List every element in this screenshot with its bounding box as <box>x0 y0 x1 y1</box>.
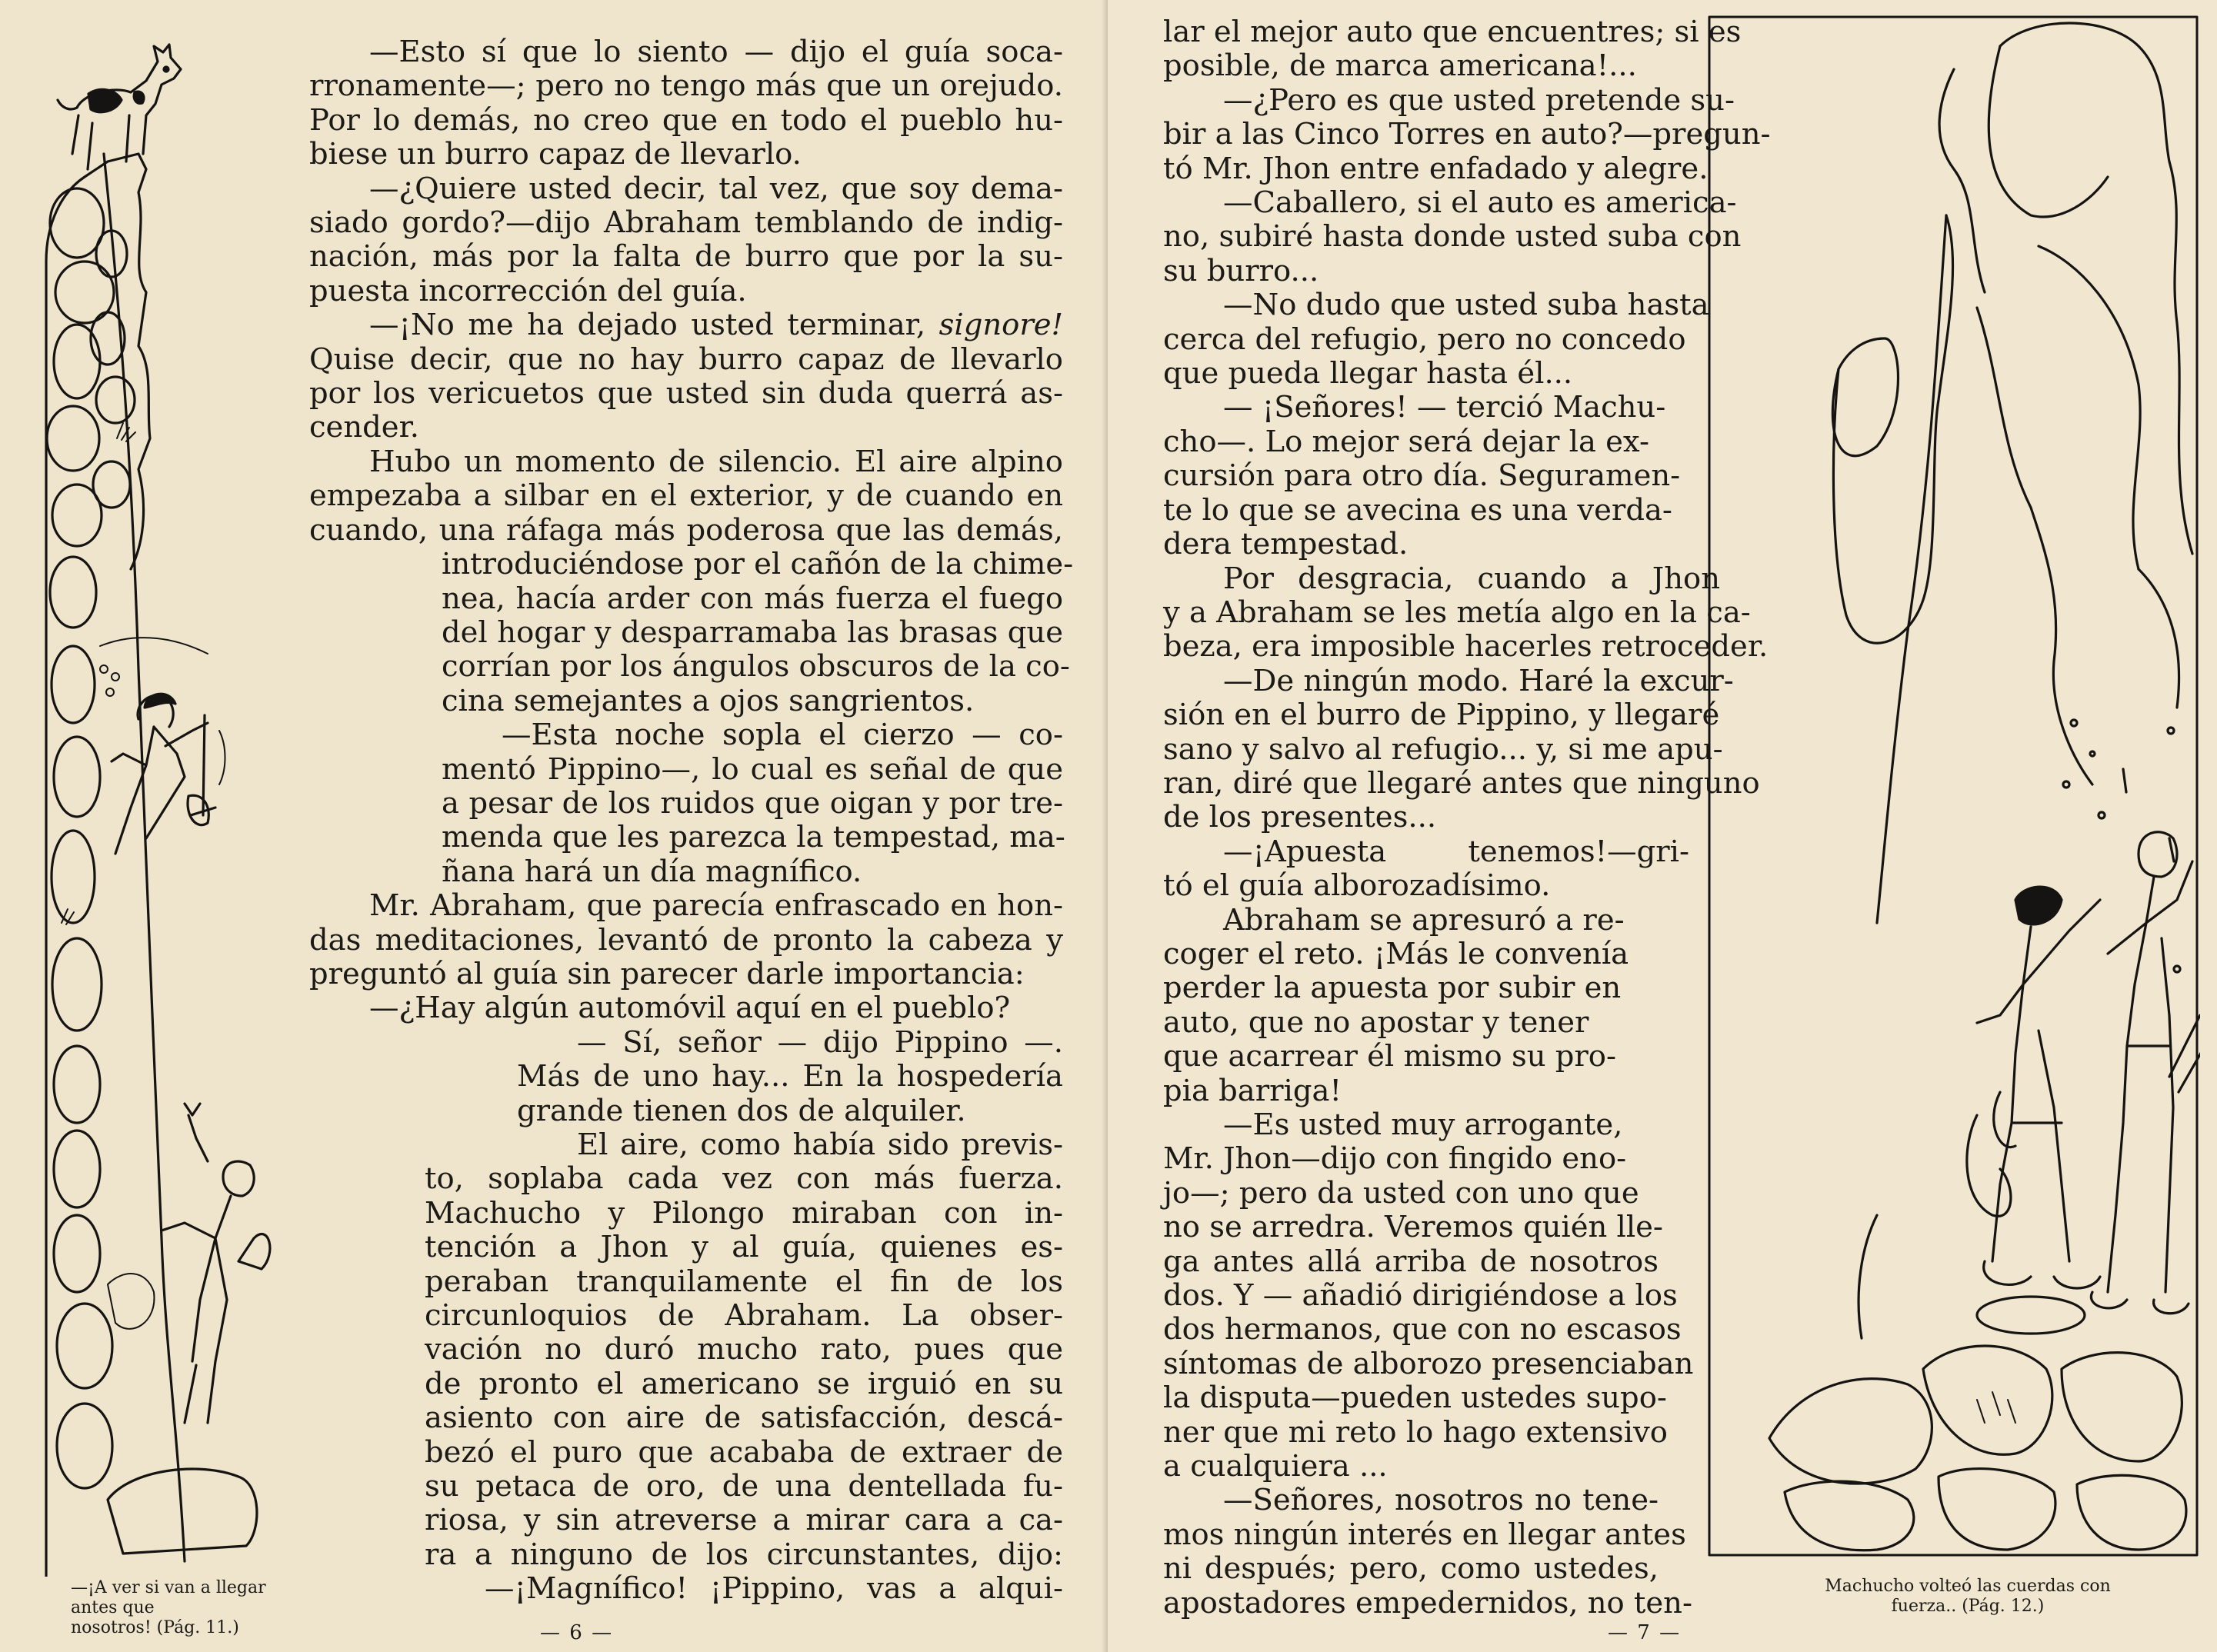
text-line: sión en el burro de Pippino, y llegaré <box>1163 698 1720 733</box>
text-line: posible, de marca americana!... <box>1163 48 1637 84</box>
text-line: cender. <box>309 410 419 445</box>
text-line: jo—; pero da usted con uno que <box>1163 1175 1639 1211</box>
left-page-number: — 6 — <box>540 1621 614 1644</box>
text-line: —De ningún modo. Haré la excur- <box>1223 663 1734 698</box>
text-line: peraban tranquilamente el fin de los <box>425 1264 1063 1299</box>
text-line: cho—. Lo mejor será dejar la ex- <box>1163 424 1649 459</box>
text-line: ran, diré que llegaré antes que ninguno <box>1163 765 1760 801</box>
text-line: ner que mi reto lo hago extensivo <box>1163 1414 1668 1450</box>
text-line: la disputa—pueden ustedes supo- <box>1163 1381 1667 1416</box>
right-page <box>1108 0 2217 1652</box>
text-line: —¿Pero es que usted pretende su- <box>1223 82 1735 118</box>
text-line: lar el mejor auto que encuentres; si es <box>1163 15 1742 49</box>
right-caption-line2: fuerza.. (Pág. 12.) <box>1891 1597 2045 1616</box>
text-line: — Sí, señor — dijo Pippino —. <box>577 1024 1063 1060</box>
text-line: biese un burro capaz de llevarlo. <box>309 137 802 172</box>
text-line: cerca del refugio, pero no concedo <box>1163 321 1686 357</box>
text-line: de los presentes... <box>1163 800 1437 835</box>
text-line: ñana hará un día magnífico. <box>442 854 862 889</box>
left-caption-line1: —¡A ver si van a llegar antes que <box>71 1578 266 1617</box>
text-line: —¡Magnífico! ¡Pippino, vas a alqui- <box>485 1571 1063 1607</box>
text-line: —Caballero, si el auto es america- <box>1223 185 1737 221</box>
text-line: asiento con aire de satisfacción, descá- <box>425 1401 1063 1436</box>
text-line: auto, que no apostar y tener <box>1163 1004 1589 1040</box>
text-line: mentó Pippino—, lo cual es señal de que <box>442 751 1063 787</box>
text-line: —Es usted muy arrogante, <box>1223 1107 1623 1142</box>
text-line: to, soplaba cada vez con más fuerza. <box>425 1161 1063 1197</box>
right-caption <box>1745 1577 2191 1617</box>
right-caption-line1: Machucho volteó las cuerdas con <box>1825 1577 2111 1596</box>
text-line: grande tienen dos de alquiler. <box>517 1093 966 1128</box>
text-line: rronamente—; pero no tengo más que un orejudo. <box>309 68 1063 104</box>
text-line: puesta incorrección del guía. <box>309 273 747 308</box>
text-line: —Esta noche sopla el cierzo — co- <box>502 718 1063 753</box>
text-line: —Esto sí que lo siento — dijo el guía soca- <box>369 35 1063 69</box>
text-line: riosa, y sin atreverse a mirar cara a ca- <box>425 1503 1063 1538</box>
text-line: sano y salvo al refugio... y, si me apu- <box>1163 731 1723 767</box>
text-line: Quise decir, que no hay burro capaz de llevarlo <box>309 341 1063 377</box>
left-text-block <box>309 35 1074 1607</box>
text-line: que pueda llegar hasta él... <box>1163 356 1573 391</box>
text-line: siado gordo?—dijo Abraham temblando de indig- <box>309 205 1063 241</box>
text-line: beza, era imposible hacerles retroceder. <box>1163 629 1769 664</box>
text-line: cursión para otro día. Seguramen- <box>1163 458 1681 494</box>
text-line: —¿Hay algún automóvil aquí en el pueblo? <box>369 991 1011 1026</box>
text-line: síntomas de alborozo presenciaban <box>1163 1346 1694 1381</box>
text-line: del hogar y desparramaba las brasas que <box>442 615 1063 650</box>
text-line: Abraham se apresuró a re- <box>1223 902 1625 938</box>
text-line: no se arredra. Veremos quién lle- <box>1163 1210 1663 1245</box>
right-page-number: — 7 — <box>1608 1621 1682 1644</box>
text-line: —No dudo que usted suba hasta <box>1223 288 1709 323</box>
right-text-block <box>1163 15 1771 1620</box>
text-line: empezaba a silbar en el exterior, y de cuando en <box>309 478 1063 514</box>
text-line: —¡No me ha dejado usted terminar, signore! <box>369 308 1063 343</box>
text-line: ga antes allá arriba de nosotros <box>1163 1244 1659 1279</box>
left-caption <box>71 1578 302 1638</box>
text-line: nación, más por la falta de burro que por la su- <box>309 239 1063 275</box>
text-line: que acarrear él mismo su pro- <box>1163 1039 1616 1074</box>
text-line: — ¡Señores! — terció Machu- <box>1223 390 1666 425</box>
text-line: Hubo un momento de silencio. El aire alpino <box>369 444 1063 479</box>
text-line: preguntó al guía sin parecer darle importancia: <box>309 956 1025 991</box>
text-line: Mr. Jhon—dijo con fingido eno- <box>1163 1141 1627 1177</box>
text-line: corrían por los ángulos obscuros de la co- <box>442 649 1070 684</box>
text-line: introduciéndose por el cañón de la chime- <box>442 547 1074 582</box>
text-line: bir a las Cinco Torres en auto?—pregun- <box>1163 117 1771 152</box>
text-line: tó Mr. Jhon entre enfadado y alegre. <box>1163 151 1709 186</box>
text-line: por los vericuetos que usted sin duda querrá as- <box>309 376 1063 411</box>
text-line: coger el reto. ¡Más le convenía <box>1163 936 1629 971</box>
text-line: no, subiré hasta donde usted suba con <box>1163 219 1742 255</box>
text-line: dos hermanos, que con no escasos <box>1163 1312 1682 1347</box>
text-line: dera tempestad. <box>1163 527 1409 562</box>
text-line: Machucho y Pilongo miraban con in- <box>425 1195 1063 1231</box>
text-line: mos ningún interés en llegar antes <box>1163 1517 1686 1552</box>
text-line: a pesar de los ruidos que oigan y por tre- <box>442 785 1063 821</box>
left-page <box>0 0 1108 1652</box>
climbers-illustration-left <box>31 38 285 1577</box>
text-line: —¡Apuesta tenemos!—gri- <box>1223 834 1689 869</box>
left-caption-line2: nosotros! (Pág. 11.) <box>71 1618 239 1637</box>
text-line: y a Abraham se les metía algo en la ca- <box>1163 595 1751 630</box>
text-line: bezó el puro que acababa de extraer de <box>425 1434 1063 1470</box>
text-line: tención a Jhon y al guía, quienes es- <box>425 1230 1063 1265</box>
text-line: cina semejantes a ojos sangrientos. <box>442 683 975 718</box>
text-line: ni después; pero, como ustedes, <box>1163 1551 1659 1587</box>
text-line: su petaca de oro, de una dentellada fu- <box>425 1469 1063 1504</box>
text-line: apostadores empedernidos, no ten- <box>1163 1585 1692 1620</box>
text-line: circunloquios de Abraham. La obser- <box>425 1298 1063 1334</box>
text-line: su burro... <box>1163 253 1319 288</box>
text-line: cuando, una ráfaga más poderosa que las demás, <box>309 512 1063 548</box>
text-line: te lo que se avecina es una verda- <box>1163 492 1672 528</box>
text-line: El aire, como había sido previs- <box>577 1127 1063 1162</box>
text-line: Mr. Abraham, que parecía enfrascado en hon- <box>369 888 1063 924</box>
climbers-illustration-right <box>1708 15 2200 1561</box>
text-line: —Señores, nosotros no tene- <box>1223 1483 1659 1518</box>
text-line: a cualquiera ... <box>1163 1449 1388 1484</box>
text-line: vación no duró mucho rato, pues que <box>425 1332 1063 1367</box>
text-line: nea, hacía arder con más fuerza el fuego <box>442 581 1063 616</box>
text-line: ra a ninguno de los circunstantes, dijo: <box>425 1537 1063 1572</box>
text-line: perder la apuesta por subir en <box>1163 971 1622 1006</box>
text-line: dos. Y — añadió dirigiéndose a los <box>1163 1278 1678 1314</box>
text-line: Por desgracia, cuando a Jhon <box>1223 561 1720 596</box>
text-line: tó el guía alborozadísimo. <box>1163 868 1551 904</box>
text-line: Más de uno hay... En la hospedería <box>517 1059 1063 1094</box>
text-line: Por lo demás, no creo que en todo el pueblo hu- <box>309 102 1063 138</box>
text-line: menda que les parezca la tempestad, ma- <box>442 820 1065 855</box>
text-line: das meditaciones, levantó de pronto la cabeza y <box>309 922 1063 958</box>
text-line: —¿Quiere usted decir, tal vez, que soy dema- <box>369 171 1063 206</box>
text-line: de pronto el americano se irguió en su <box>425 1366 1063 1401</box>
text-line: pia barriga! <box>1163 1073 1342 1108</box>
